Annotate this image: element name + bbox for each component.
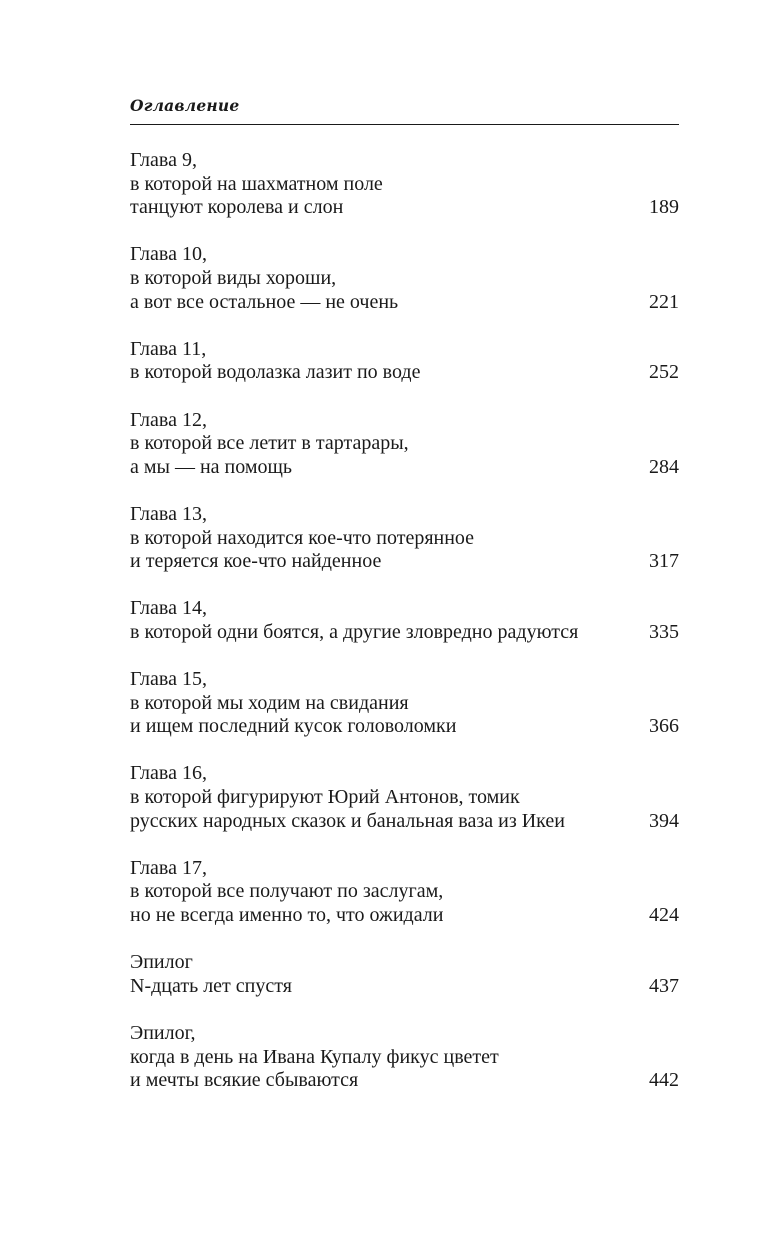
toc-entry-heading: Эпилог, bbox=[130, 1021, 196, 1044]
toc-entry-subtitle: N-дцать лет спустя bbox=[130, 974, 292, 997]
toc-entry-last-line bbox=[130, 1069, 679, 1093]
toc-entry-last-line bbox=[130, 715, 679, 739]
toc-entry[interactable] bbox=[130, 243, 679, 314]
toc-entry-page-number[interactable]: 442 bbox=[649, 1069, 679, 1092]
toc-entry-subtitle: и мечты всякие сбываются bbox=[130, 1069, 359, 1092]
toc-entry-subtitle: в которой находится кое-что потерянное bbox=[130, 526, 475, 549]
toc-entry-subtitle: в которой на шахматном поле bbox=[130, 172, 383, 195]
toc-entry-page-number[interactable]: 221 bbox=[649, 290, 679, 313]
toc-entry-subtitle: в которой одни боятся, а другие зловредно радуются bbox=[130, 620, 579, 643]
toc-entry-page-number[interactable]: 366 bbox=[649, 715, 679, 738]
toc-entry-heading: Глава 16, bbox=[130, 762, 207, 785]
toc-entry-subtitle: и ищем последний кусок головоломки bbox=[130, 715, 457, 738]
toc-entry-last-line bbox=[130, 621, 679, 645]
toc-entry[interactable] bbox=[130, 857, 679, 928]
toc-entry-heading: Глава 13, bbox=[130, 502, 207, 525]
toc-entry-subtitle: а вот все остальное — не очень bbox=[130, 290, 399, 313]
toc-entry-subtitle: а мы — на помощь bbox=[130, 455, 293, 478]
toc-entry-last-line bbox=[130, 361, 679, 385]
toc-entry-heading: Эпилог bbox=[130, 951, 193, 974]
toc-entry-last-line bbox=[130, 550, 679, 574]
entry-spacer bbox=[130, 998, 679, 1022]
toc-entry-last-line bbox=[130, 456, 679, 480]
toc-entry-subtitle: в которой виды хороши, bbox=[130, 266, 337, 289]
page-title: Оглавление bbox=[130, 96, 240, 115]
toc-entry-heading: Глава 15, bbox=[130, 668, 207, 691]
toc-entry[interactable] bbox=[130, 668, 679, 739]
toc-entry-page-number[interactable]: 317 bbox=[649, 550, 679, 573]
toc-entry[interactable] bbox=[130, 597, 679, 644]
toc-entry[interactable] bbox=[130, 1022, 679, 1093]
toc-entry[interactable] bbox=[130, 338, 679, 385]
entry-spacer bbox=[130, 833, 679, 857]
toc-entry-page-number[interactable]: 394 bbox=[649, 809, 679, 832]
toc-entry-last-line bbox=[130, 975, 679, 999]
toc-entry-subtitle: в которой водолазка лазит по воде bbox=[130, 361, 421, 384]
toc-entry-subtitle: но не всегда именно то, что ожидали bbox=[130, 904, 444, 926]
toc-entry-page-number[interactable]: 252 bbox=[649, 361, 679, 384]
toc-entry-page-number[interactable]: 335 bbox=[649, 620, 679, 643]
toc-entry-heading: Глава 14, bbox=[130, 597, 207, 620]
toc-entry[interactable] bbox=[130, 503, 679, 574]
entry-spacer bbox=[130, 574, 679, 598]
entry-spacer bbox=[130, 644, 679, 668]
toc-entry-subtitle: танцуют королева и слон bbox=[130, 196, 344, 219]
toc-entry-last-line bbox=[130, 196, 679, 220]
entry-spacer bbox=[130, 739, 679, 763]
toc-entry-heading: Глава 9, bbox=[130, 149, 197, 171]
entry-spacer bbox=[130, 220, 679, 244]
toc-entry-page-number[interactable]: 437 bbox=[649, 974, 679, 997]
entry-spacer bbox=[130, 479, 679, 503]
toc-entry[interactable] bbox=[130, 762, 679, 833]
toc-entry[interactable] bbox=[130, 149, 679, 220]
toc-entry-page-number[interactable]: 424 bbox=[649, 904, 679, 926]
entry-spacer bbox=[130, 385, 679, 409]
toc-entry-heading: Глава 10, bbox=[130, 243, 207, 266]
toc-entry-subtitle: когда в день на Ивана Купалу фикус цветет bbox=[130, 1045, 499, 1068]
toc-entry-last-line bbox=[130, 810, 679, 834]
toc-entry-page-number[interactable]: 189 bbox=[649, 196, 679, 219]
entry-spacer bbox=[130, 928, 679, 952]
page-header bbox=[130, 96, 679, 125]
toc-entry-heading: Глава 11, bbox=[130, 337, 207, 360]
entry-spacer bbox=[130, 314, 679, 338]
toc-entry-subtitle: в которой мы ходим на свидания bbox=[130, 691, 409, 714]
toc-entry-heading: Глава 12, bbox=[130, 408, 207, 431]
toc-entry-heading: Глава 17, bbox=[130, 856, 207, 879]
toc-entry[interactable] bbox=[130, 409, 679, 480]
toc-entry[interactable] bbox=[130, 951, 679, 998]
toc-entry-subtitle: в которой все летит в тартарары, bbox=[130, 432, 409, 455]
toc-entry-subtitle: в которой все получают по заслугам, bbox=[130, 880, 444, 903]
toc-entry-last-line bbox=[130, 904, 679, 928]
table-of-contents bbox=[130, 149, 679, 1093]
toc-entry-subtitle: русских народных сказок и банальная ваза из Икеи bbox=[130, 809, 565, 832]
toc-entry-page-number[interactable]: 284 bbox=[649, 455, 679, 478]
toc-entry-subtitle: в которой фигурируют Юрий Антонов, томик bbox=[130, 786, 520, 809]
toc-entry-subtitle: и теряется кое-что найденное bbox=[130, 550, 382, 573]
toc-entry-last-line bbox=[130, 291, 679, 315]
